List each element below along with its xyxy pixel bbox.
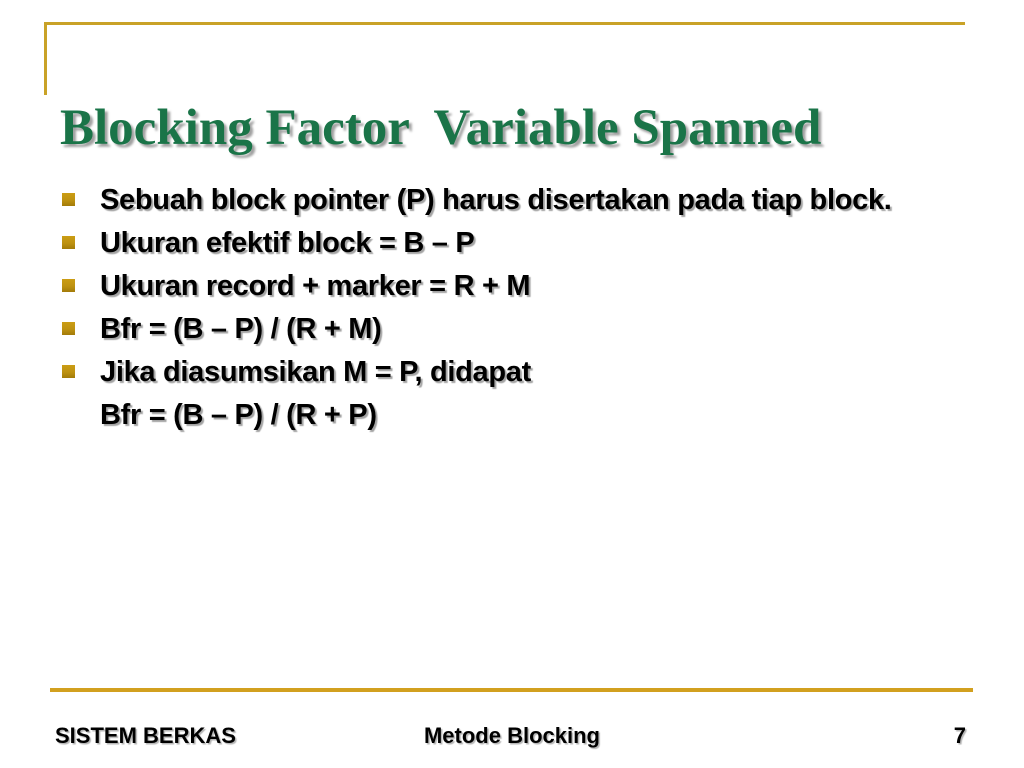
- square-bullet-icon: [62, 322, 75, 335]
- bullet-text: Bfr = (B – P) / (R + M): [100, 313, 382, 345]
- page-number: 7: [953, 723, 966, 748]
- top-accent-rule: [44, 22, 965, 25]
- bullet-list: [62, 184, 892, 442]
- footer-course-title: SISTEM BERKAS: [55, 723, 236, 748]
- left-accent-rule: [44, 22, 47, 95]
- square-bullet-icon: [62, 365, 75, 378]
- square-bullet-icon: [62, 193, 75, 206]
- list-item: [62, 184, 892, 227]
- list-item: [62, 356, 892, 399]
- bullet-text: Ukuran efektif block = B – P: [100, 227, 475, 259]
- square-bullet-icon: [62, 236, 75, 249]
- list-item: [62, 227, 892, 270]
- list-item: [62, 313, 892, 356]
- footer-section-title: Metode Blocking: [423, 723, 600, 748]
- list-item: [62, 270, 892, 313]
- slide-footer: [0, 723, 1024, 755]
- bullet-text: Bfr = (B – P) / (R + P): [100, 399, 377, 431]
- bullet-text: Sebuah block pointer (P) harus disertakan pada tiap block.: [100, 184, 892, 216]
- square-bullet-icon: [62, 279, 75, 292]
- list-item-continuation: [62, 399, 892, 442]
- bullet-text: Jika diasumsikan M = P, didapat: [100, 356, 531, 388]
- page-title: Blocking Factor Variable Spanned: [60, 100, 822, 157]
- bottom-accent-rule: [50, 688, 973, 692]
- bullet-text: Ukuran record + marker = R + M: [100, 270, 531, 302]
